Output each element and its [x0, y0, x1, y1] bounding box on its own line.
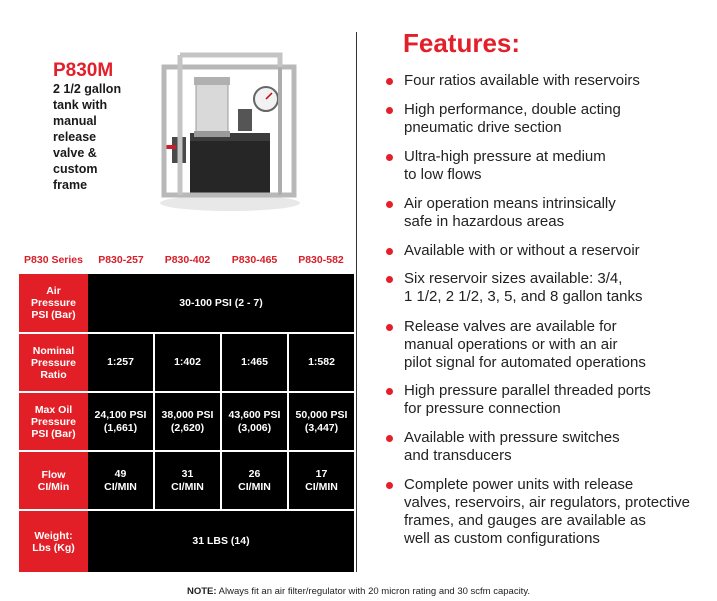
feature-item: Release valves are available for manual operations or with an air pilot signal for automated operations: [386, 318, 706, 372]
table-cell-max-pressure: 43,600 PSI (3,006): [222, 393, 287, 450]
feature-item: Air operation means intrinsically safe in hazardous areas: [386, 195, 706, 231]
feature-item: Complete power units with release valves, reservoirs, air regulators, protective frames, and gauges are available as well as custom configurations: [386, 476, 706, 548]
feature-item: Six reservoir sizes available: 3/4, 1 1/2, 2 1/2, 3, 5, and 8 gallon tanks: [386, 270, 706, 306]
table-cell-ratio: 1:257: [88, 334, 153, 391]
bullet-icon: [386, 482, 393, 489]
features-title: Features:: [403, 28, 521, 58]
row-label-air-pressure: Air Pressure PSI (Bar): [19, 274, 88, 332]
table-header-model: P830-582: [298, 254, 344, 266]
bullet-icon: [386, 107, 393, 114]
footnote: [0, 586, 717, 597]
description-line: valve &: [53, 146, 97, 160]
table-cell-ratio: 1:465: [222, 334, 287, 391]
bullet-icon: [386, 324, 393, 331]
bullet-icon: [386, 78, 393, 85]
table-header-series: P830 Series: [24, 254, 83, 266]
bullet-icon: [386, 276, 393, 283]
description-line: manual: [53, 114, 97, 128]
feature-item: Available with pressure switches and transducers: [386, 429, 706, 465]
table-cell-weight: 31 LBS (14): [88, 511, 354, 572]
row-label-max-oil-pressure: Max Oil Pressure PSI (Bar): [19, 393, 88, 450]
table-cell-max-pressure: 50,000 PSI (3,447): [289, 393, 354, 450]
feature-item: Available with or without a reservoir: [386, 242, 706, 260]
description-line: custom: [53, 162, 98, 176]
bullet-icon: [386, 154, 393, 161]
bullet-icon: [386, 248, 393, 255]
column-divider: [356, 32, 357, 572]
description-line: 2 1/2 gallon: [53, 82, 122, 96]
feature-item: Ultra-high pressure at medium to low flows: [386, 148, 706, 184]
table-cell-air-pressure: 30-100 PSI (2 - 7): [88, 274, 354, 332]
table-cell-flow: 49 CI/MIN: [88, 452, 153, 509]
model-description: [53, 81, 153, 193]
model-title: P830M: [53, 60, 114, 81]
table-cell-max-pressure: 24,100 PSI (1,661): [88, 393, 153, 450]
bullet-icon: [386, 201, 393, 208]
row-label-weight: Weight: Lbs (Kg): [19, 511, 88, 572]
description-line: frame: [53, 178, 88, 192]
table-header-model: P830-257: [98, 254, 144, 266]
description-line: tank with: [53, 98, 108, 112]
table-cell-max-pressure: 38,000 PSI (2,620): [155, 393, 220, 450]
table-header-model: P830-465: [231, 254, 278, 266]
description-line: release: [53, 130, 97, 144]
note-label: NOTE:: [186, 586, 217, 597]
table-cell-ratio: 1:582: [289, 334, 354, 391]
row-label-flow: Flow CI/Min: [19, 452, 88, 509]
feature-item: High performance, double acting pneumatic drive section: [386, 101, 706, 137]
note-text: Always fit an air filter/regulator with 20 micron rating and 30 scfm capacity.: [216, 586, 531, 597]
product-image: [152, 45, 304, 213]
bullet-icon: [386, 388, 393, 395]
table-header-model: P830-402: [164, 254, 211, 266]
table-cell-ratio: 1:402: [155, 334, 220, 391]
table-cell-flow: 26 CI/MIN: [222, 452, 287, 509]
table-cell-flow: 17 CI/MIN: [289, 452, 354, 509]
feature-item: Four ratios available with reservoirs: [386, 72, 706, 90]
feature-item: High pressure parallel threaded ports for pressure connection: [386, 382, 706, 418]
bullet-icon: [386, 435, 393, 442]
table-cell-flow: 31 CI/MIN: [155, 452, 220, 509]
row-label-pressure-ratio: Nominal Pressure Ratio: [19, 334, 88, 391]
